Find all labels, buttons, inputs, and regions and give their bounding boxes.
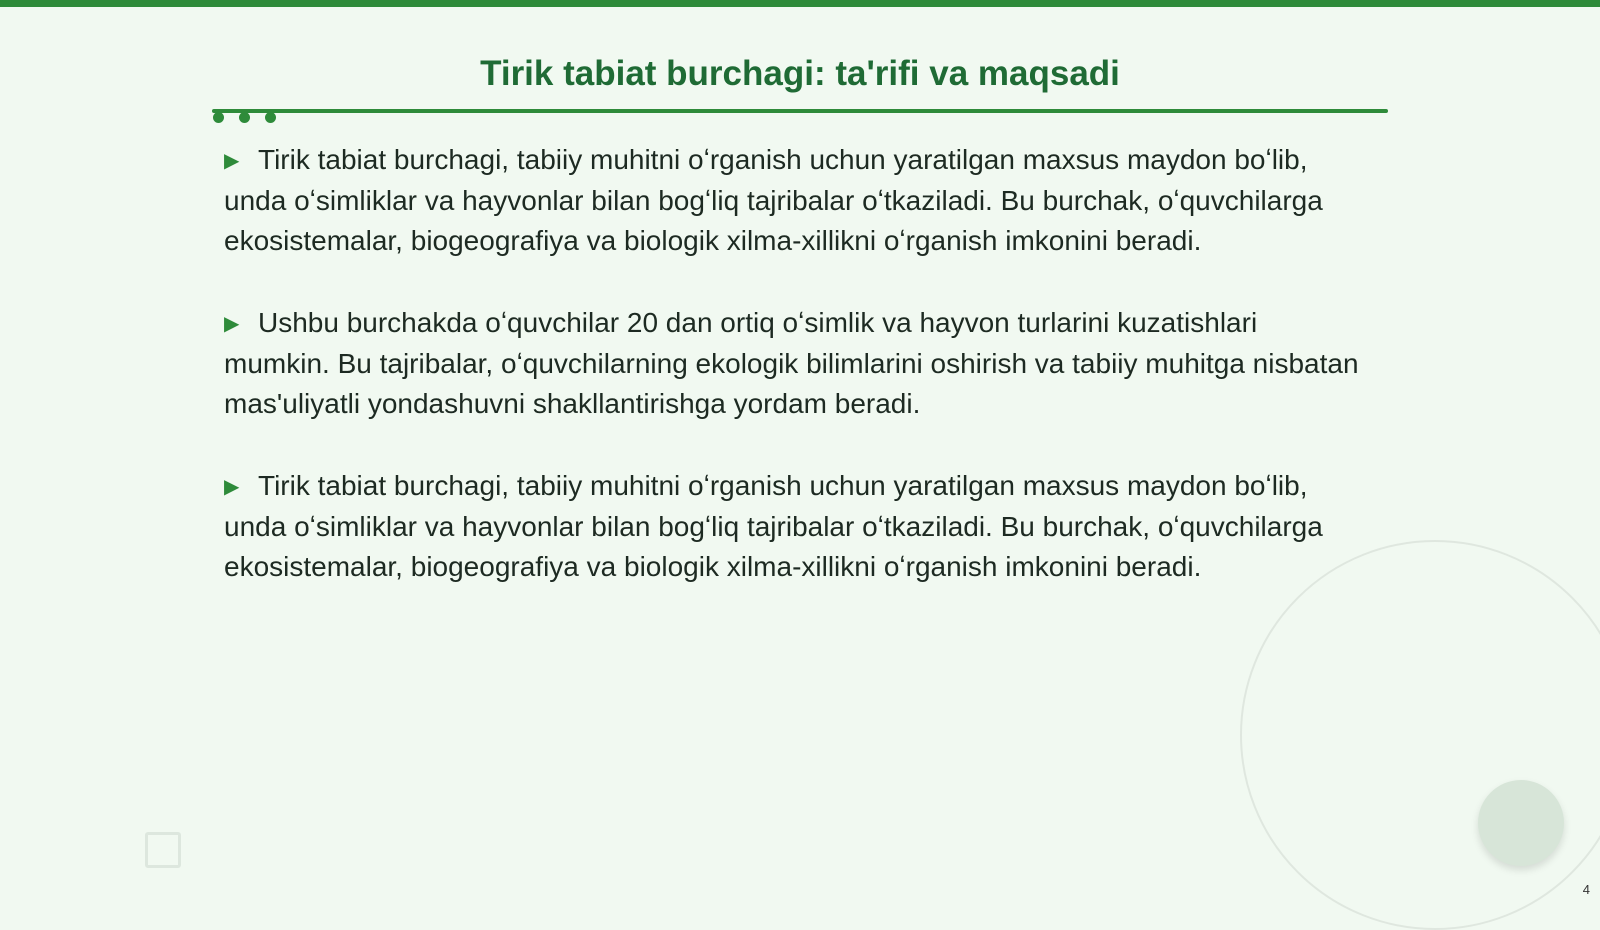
decorative-dot [265,112,276,123]
page-number: 4 [1582,882,1590,897]
bullet-arrow-icon: ▶ [224,313,240,335]
decorative-dot [213,112,224,123]
bullet-arrow-icon: ▶ [224,476,240,498]
decorative-square [145,832,181,868]
decorative-circle [1478,780,1564,866]
slide-content [224,140,1364,587]
bullet-arrow-icon: ▶ [224,150,240,172]
bullet-paragraph-2 [224,303,1364,424]
title-underline [212,109,1388,113]
decorative-dot [239,112,250,123]
top-accent-bar [0,0,1600,7]
paragraph-text: Ushbu burchakda oʻquvchilar 20 dan ortiq oʻsimlik va hayvon turlarini kuzatishlari mumkin. Bu tajribalar, oʻquvchilarning ekologik bilimlarini oshirish va tabiiy muhitga nisbatan mas'uliyatli yondashuvni shakllantirishga yordam beradi. [224,307,1359,419]
slide-title: Tirik tabiat burchagi: ta'rifi va maqsadi [480,54,1120,93]
bullet-paragraph-1 [224,140,1364,261]
decorative-ring [1240,540,1600,930]
paragraph-text: Tirik tabiat burchagi, tabiiy muhitni oʻrganish uchun yaratilgan maxsus maydon boʻlib, unda oʻsimliklar va hayvonlar bilan bogʻliq tajribalar oʻtkaziladi. Bu burchak, oʻquvchilarga ekosistemalar, biogeografiya va biologik xilma-xillikni oʻrganish imkonini beradi. [224,470,1323,582]
paragraph-text: Tirik tabiat burchagi, tabiiy muhitni oʻrganish uchun yaratilgan maxsus maydon boʻlib, unda oʻsimliklar va hayvonlar bilan bogʻliq tajribalar oʻtkaziladi. Bu burchak, oʻquvchilarga ekosistemalar, biogeografiya va biologik xilma-xillikni oʻrganish imkonini beradi. [224,144,1323,256]
bullet-paragraph-3 [224,466,1364,587]
